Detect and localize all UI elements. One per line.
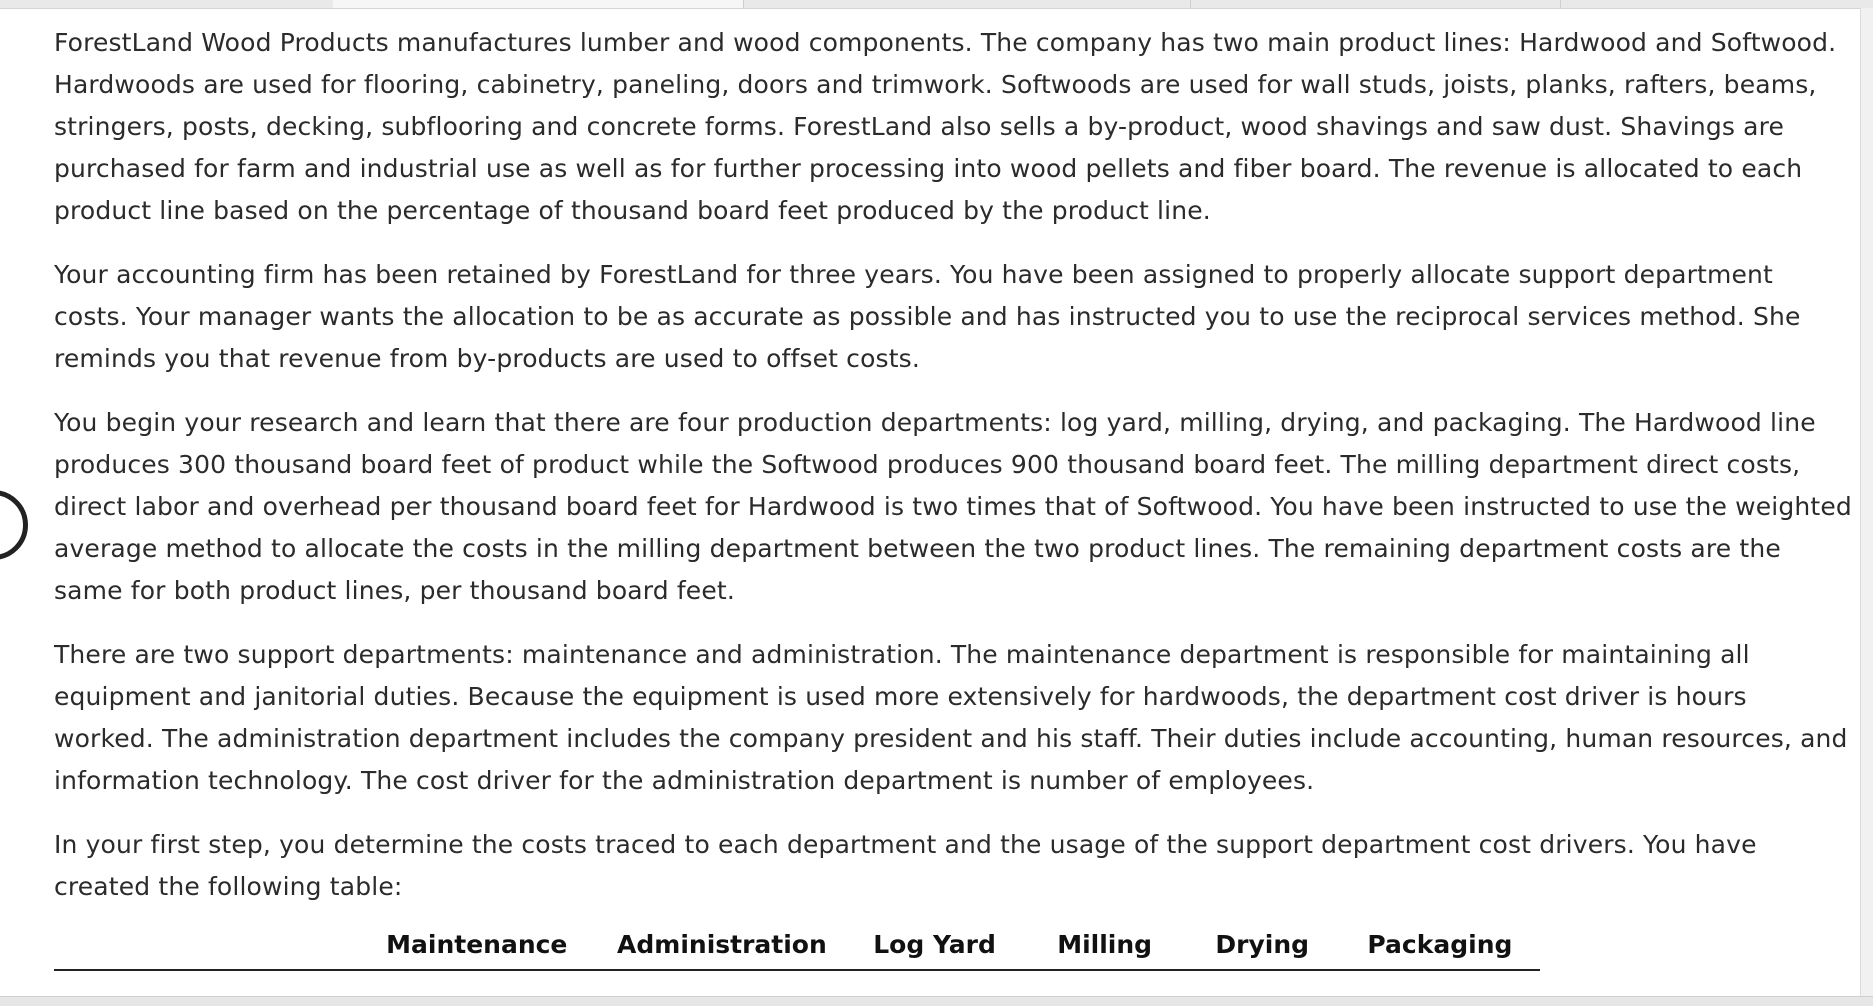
table-header-maintenance: Maintenance: [354, 924, 599, 970]
side-navigation-handle[interactable]: [0, 490, 28, 560]
table-header-row: [54, 924, 1540, 970]
table-header-drying: Drying: [1185, 924, 1340, 970]
table-header-blank: [54, 924, 354, 970]
table-header-milling: Milling: [1025, 924, 1185, 970]
tab-segment-active[interactable]: [333, 0, 744, 8]
vertical-scrollbar[interactable]: [1860, 8, 1873, 996]
tab-strip: [0, 0, 1873, 9]
tab-segment[interactable]: [1190, 0, 1561, 8]
tab-segment[interactable]: [743, 0, 1191, 8]
tab-segment[interactable]: [0, 0, 334, 8]
paragraph-support-departments: There are two support departments: maintenance and administration. The maintenance department is responsible for maintaining all equipment and janitorial duties. Because the equipment is used more extensively for hardwoods, the department cost driver is hours worked. The administration department includes the company president and his staff. Their duties include accounting, human resources, and information technology. The cost driver for the administration department is number of employees.: [54, 640, 1848, 795]
table-header-log-yard: Log Yard: [845, 924, 1025, 970]
problem-text: [54, 22, 1854, 930]
paragraph-production-departments: You begin your research and learn that there are four production departments: log yard, milling, drying, and packaging. The Hardwood line produces 300 thousand board feet of product while the Softwood produces 900 thousand board feet. The milling department direct costs, direct labor and overhead per thousand board feet for Hardwood is two times that of Softwood. You have been instructed to use the weighted average method to allocate the costs in the milling department between the two product lines. The remaining department costs are the same for both product lines, per thousand board feet.: [54, 408, 1852, 605]
paragraph-intro: ForestLand Wood Products manufactures lumber and wood components. The company has two main product lines: Hardwood and Softwood. Hardwoods are used for flooring, cabinetry, paneling, doors and trimwork. Softwoods are used for wall studs, joists, planks, rafters, beams, stringers, posts, decking, subflooring and concrete forms. ForestLand also sells a by-product, wood shavings and saw dust. Shavings are purchased for farm and industrial use as well as for further processing into wood pellets and fiber board. The revenue is allocated to each product line based on the percentage of thousand board feet produced by the product line.: [54, 28, 1837, 225]
table-header-administration: Administration: [599, 924, 844, 970]
paragraph-assignment: Your accounting firm has been retained by ForestLand for three years. You have been assigned to properly allocate support department costs. Your manager wants the allocation to be as accurate as possible and has instructed you to use the reciprocal services method. She reminds you that revenue from by-products are used to offset costs.: [54, 260, 1801, 373]
bottom-window-edge: [0, 996, 1873, 1006]
table-header-packaging: Packaging: [1340, 924, 1540, 970]
paragraph-table-intro: In your first step, you determine the costs traced to each department and the usage of the support department cost drivers. You have created the following table:: [54, 830, 1757, 901]
department-cost-table: [54, 924, 1540, 971]
